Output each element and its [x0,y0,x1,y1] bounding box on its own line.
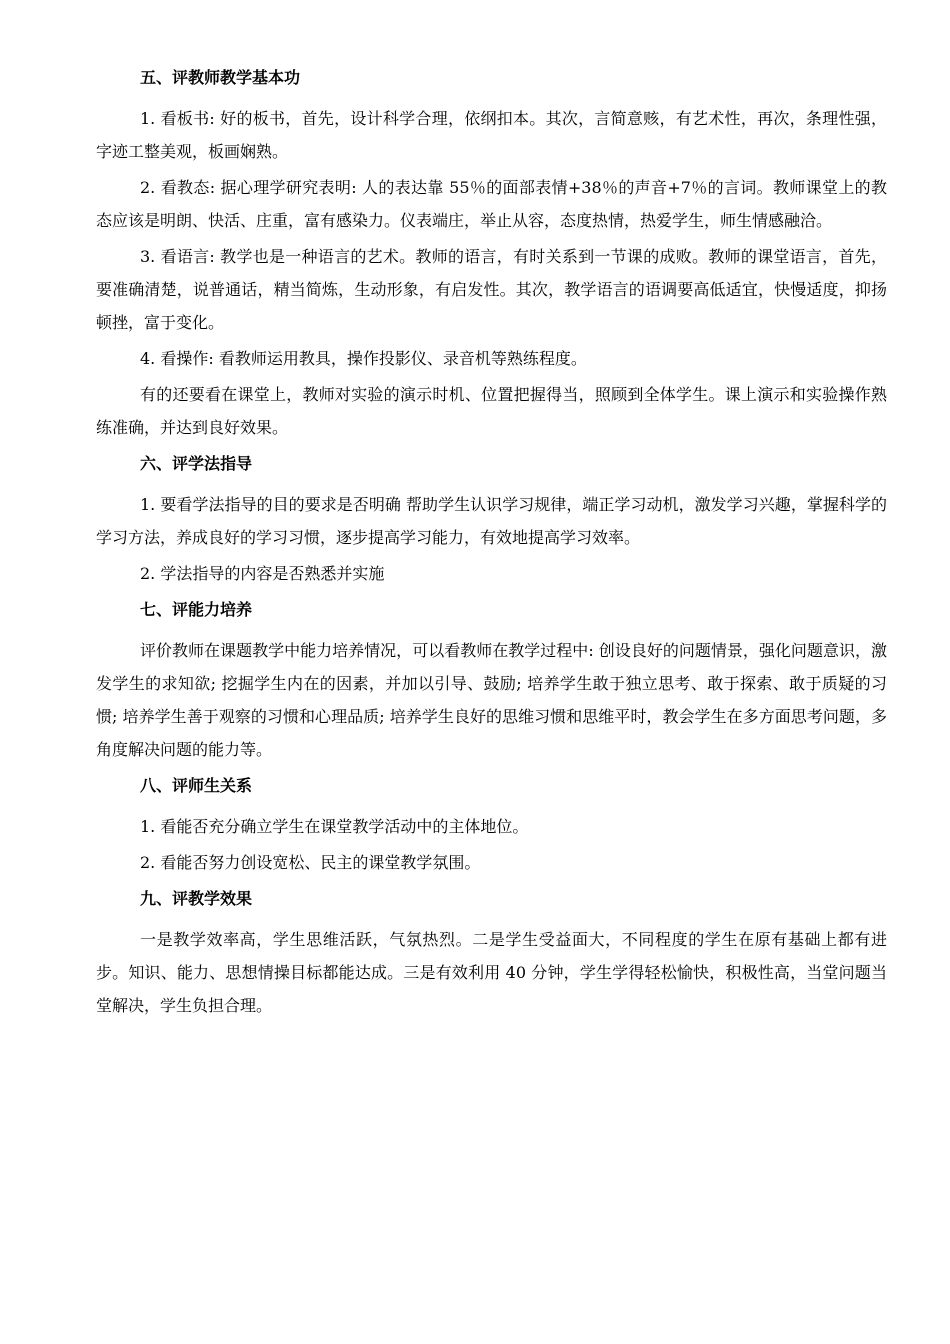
section-heading-study-guidance: 六、评学法指导 [140,454,253,473]
paragraph-language: 3. 看语言: 教学也是一种语言的艺术。教师的语言，有时关系到一节课的成败。教师的课堂语言，首先，要准确清楚，说普通话，精当简炼，生动形象，有启发性。其次，教学语言的语调要高低适宜，快慢适度，抑扬顿挫，富于变化。 [96,247,887,332]
paragraph-blackboard: 1. 看板书: 好的板书，首先，设计科学合理，依纲扣本。其次，言简意赅，有艺术性，再次，条理性强，字迹工整美观，板画娴熟。 [96,109,887,161]
section-heading-ability: 七、评能力培养 [140,600,253,619]
section-heading-relationship: 八、评师生关系 [140,776,253,795]
paragraph-ability: 评价教师在课题教学中能力培养情况，可以看教师在教学过程中: 创设良好的问题情景，强化问题意识，激发学生的求知欲; 挖掘学生内在的因素，并加以引导、鼓励; 培养学生敢于独立思考、敢于探索、敢于质疑的习惯; 培养学生善于观察的习惯和心理品质; 培养学生良好的思维习惯和思维平时，教会学生在多方面思考问题，多角度解决问题的能力等。 [96,641,887,759]
section-heading-basic-skills: 五、评教师教学基本功 [140,68,301,87]
paragraph-atmosphere: 2. 看能否努力创设宽松、民主的课堂教学氛围。 [140,853,481,872]
paragraph-guidance-goal: 1. 要看学法指导的目的要求是否明确 帮助学生认识学习规律，端正学习动机，激发学习兴趣，掌握科学的学习方法，养成良好的学习习惯，逐步提高学习能力，有效地提高学习效率。 [96,495,887,547]
paragraph-demeanor: 2. 看教态: 据心理学研究表明: 人的表达靠 55％的面部表情+38％的声音+7％的言词。教师课堂上的教态应该是明朗、快活、庄重，富有感染力。仪表端庄，举止从容，态度热情，热爱学生，师生情感融洽。 [96,178,887,230]
paragraph-experiment: 有的还要看在课堂上，教师对实验的演示时机、位置把握得当，照顾到全体学生。课上演示和实验操作熟练准确，并达到良好效果。 [96,385,887,437]
paragraph-effect: 一是教学效率高，学生思维活跃，气氛热烈。二是学生受益面大，不同程度的学生在原有基础上都有进步。知识、能力、思想情操目标都能达成。三是有效利用 40 分钟，学生学得轻松愉快，积极性高，当堂问题当堂解决，学生负担合理。 [96,930,887,1015]
paragraph-operation: 4. 看操作: 看教师运用教具，操作投影仪、录音机等熟练程度。 [140,349,587,368]
section-heading-effect: 九、评教学效果 [140,889,253,908]
document-page [96,66,887,1025]
paragraph-student-subject: 1. 看能否充分确立学生在课堂教学活动中的主体地位。 [140,817,529,836]
paragraph-guidance-content: 2. 学法指导的内容是否熟悉并实施 [140,564,385,583]
